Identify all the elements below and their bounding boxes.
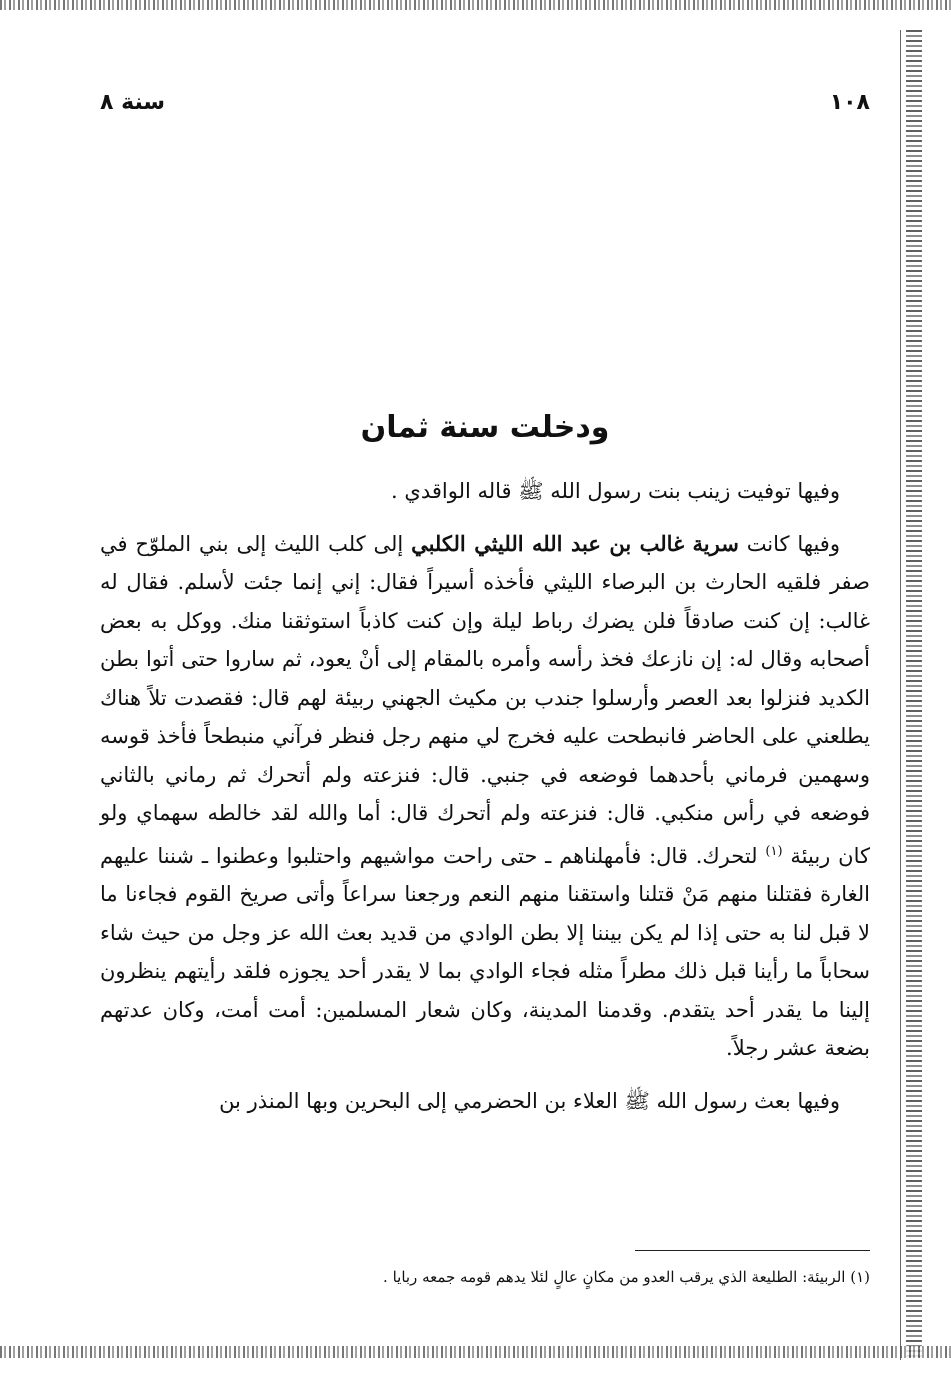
- paragraph-2-lead: وفيها كانت: [746, 531, 840, 556]
- paragraph-2: [100, 525, 870, 1068]
- chapter-title: ودخلت سنة ثمان: [360, 410, 610, 445]
- footnote: (١) الربيئة: الطليعة الذي يرقب العدو من مكانٍ عالٍ لئلا يدهم قومه جمعه ربايا .: [383, 1268, 870, 1286]
- book-page: [100, 80, 870, 1320]
- page-header: [100, 90, 870, 130]
- page-border-right: [906, 30, 922, 1360]
- paragraph-3: وفيها بعث رسول الله ﷺ العلاء بن الحضرمي إلى البحرين وبها المنذر بن: [219, 1088, 840, 1113]
- paragraph-1: وفيها توفيت زينب بنت رسول الله ﷺ قاله الواقدي .: [391, 479, 840, 503]
- paragraph-2-text-continued: لتحرك. قال: فأمهلناهم ـ حتى راحت مواشيهم واحتلبوا وعطنوا ـ شننا عليهم الغارة فقتلنا منهم مَنْ قتلنا واستقنا منهم النعم ورجعنا سراعاً وأتى صريخ القوم فجاءنا ما لا قبل لنا به حتى إذا لم يكن بيننا إلا بطن الوادي من قديد بعث الله عز وجل من حيث شاء سحاباً ما رأينا قبل ذلك مطراً مثله فجاء الوادي بما لا يقدر أحد يجوزه فلقد رأيتهم ينظرون إلينا ما يقدر أحد يتقدم. وقدمنا المدينة، وكان شعار المسلمين: أمت أمت، وكان عدتهم بضعة عشر رجلاً.: [100, 843, 870, 1060]
- paragraph-2-text: إلى كلب الليث إلى بني الملوّح في صفر فلقيه الحارث بن البرصاء الليثي فأخذه أسيراً فقال: إني إنما جئت لأسلم. فقال له غالب: إن كنت صادقاً فلن يضرك رباط ليلة وإن كنت كاذباً استوثقنا منك. ووكل به بعض أصحابه وقال له: إن نازعك فخذ رأسه وأمره بالمقام إلى أنْ يعود، ثم ساروا حتى أتوا بطن الكديد فنزلوا بعد العصر وأرسلوا جندب بن مكيث الجهني ربيئة لهم قال: فقصدت تلاً هناك يطلعني على الحاضر فانبطحت عليه فخرج لي منهم رجل فنظر فرآني منبطحاً فأخذ قوسه وسهمين فرماني بأحدهما فوضعه في جنبي. قال: فنزعته ولم أتحرك ثم رماني بالثاني فوضعه في رأس منكبي. قال: فنزعته ولم أتحرك قال: أما والله لقد خالطه سهماي ولو كان ربيئة: [100, 531, 870, 868]
- page-number: ١٠٨: [829, 90, 870, 115]
- footnote-reference: (١): [765, 843, 783, 859]
- body-text: [100, 472, 870, 1120]
- page-border-top: [0, 0, 951, 10]
- paragraph-2-bold: سرية غالب بن عبد الله الليثي الكلبي: [411, 530, 739, 556]
- running-head: سنة ٨: [100, 90, 166, 115]
- page-border-bottom: [0, 1346, 951, 1358]
- footnote-rule: [635, 1250, 870, 1251]
- page-border-right-line: [900, 30, 901, 1360]
